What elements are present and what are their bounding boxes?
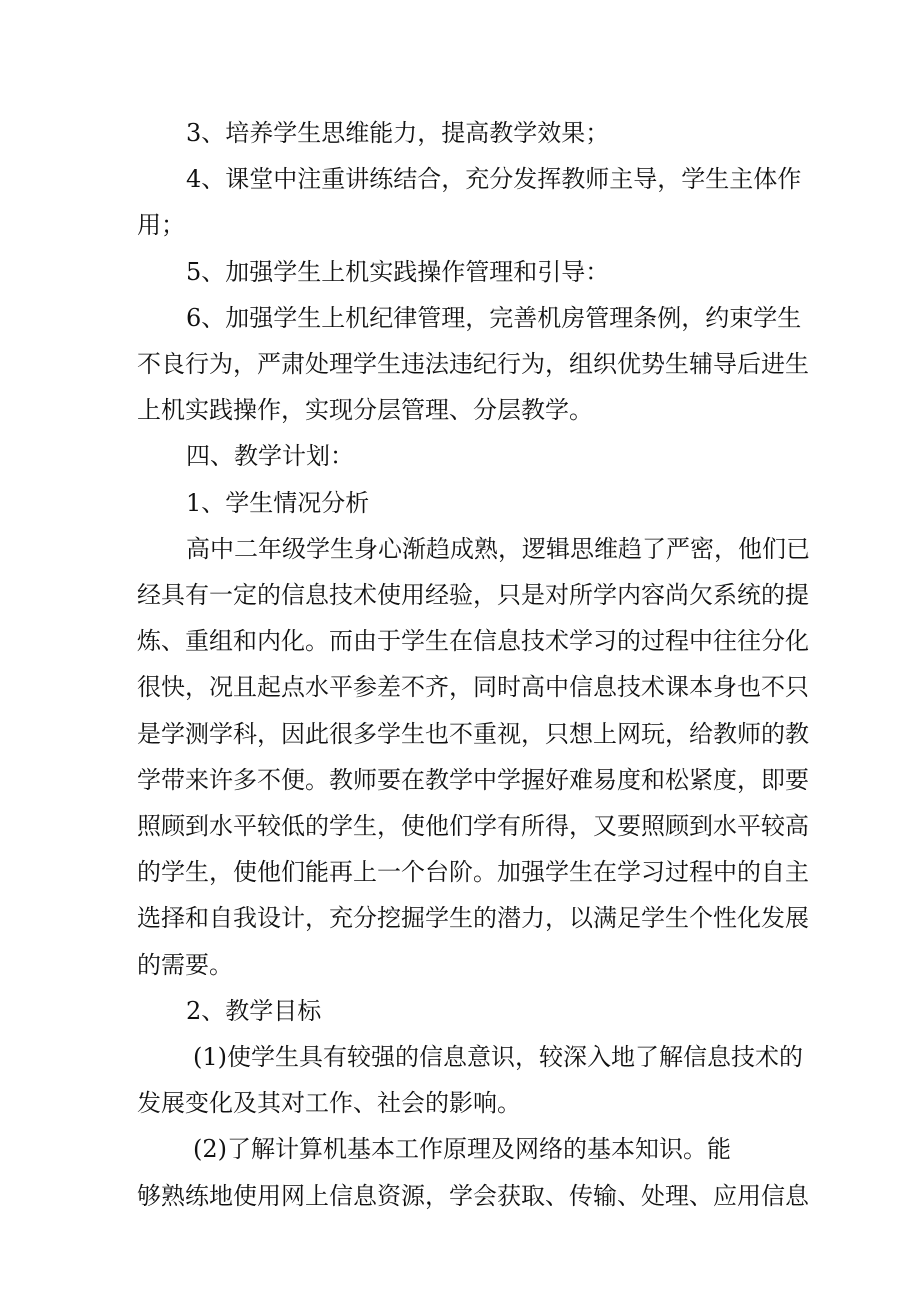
list-item-6: 6、加强学生上机纪律管理，完善机房管理条例，约束学生 (186, 303, 802, 332)
paragraph-line: 高中二年级学生身心渐趋成熟，逻辑思维趋了严密，他们已 (186, 534, 810, 563)
goal-item-2-cont: 够熟练地使用网上信息资源，学会获取、传输、处理、应用信息 (137, 1181, 809, 1210)
document-body (137, 110, 810, 1219)
section-heading-4: 四、教学计划： (186, 442, 354, 471)
paragraph-line: 的需要。 (137, 950, 233, 979)
paragraph-line: 很快，况且起点水平参差不齐，同时高中信息技术课本身也不只 (137, 673, 809, 702)
paragraph-line: 照顾到水平较低的学生，使他们学有所得，又要照顾到水平较高 (137, 812, 809, 841)
list-item-3: 3、培养学生思维能力，提高教学效果； (186, 119, 610, 147)
list-item-5: 5、加强学生上机实践操作管理和引导： (186, 257, 610, 286)
paragraph-line: 学带来许多不便。教师要在教学中学握好难易度和松紧度，即要 (137, 765, 809, 794)
list-item-4: 4、课堂中注重讲练结合，充分发挥教师主导，学生主体作 (186, 165, 802, 194)
list-item-6-cont-2: 上机实践操作，实现分层管理、分层教学。 (137, 396, 593, 425)
goal-item-1: (1)使学生具有较强的信息意识，较深入地了解信息技术的 (193, 1043, 803, 1072)
paragraph-line: 是学测学科，因此很多学生也不重视，只想上网玩，给教师的教 (137, 719, 809, 748)
list-item-6-cont-1: 不良行为，严肃处理学生违法违纪行为，组织优势生辅导后进生 (137, 350, 809, 379)
paragraph-line: 的学生，使他们能再上一个台阶。加强学生在学习过程中的自主 (137, 858, 809, 887)
list-item-4-cont: 用； (137, 211, 185, 240)
subsection-heading-1: 1、学生情况分析 (186, 488, 370, 517)
paragraph-line: 经具有一定的信息技术使用经验，只是对所学内容尚欠系统的提 (137, 581, 809, 610)
paragraph-line: 炼、重组和内化。而由于学生在信息技术学习的过程中往往分化 (137, 627, 809, 656)
goal-item-2: (2)了解计算机基本工作原理及网络的基本知识。能 (193, 1135, 731, 1164)
goal-item-1-cont: 发展变化及其对工作、社会的影响。 (137, 1089, 521, 1118)
subsection-heading-2: 2、教学目标 (186, 996, 322, 1025)
paragraph-line: 选择和自我设计，充分挖掘学生的潜力，以满足学生个性化发展 (137, 904, 809, 933)
